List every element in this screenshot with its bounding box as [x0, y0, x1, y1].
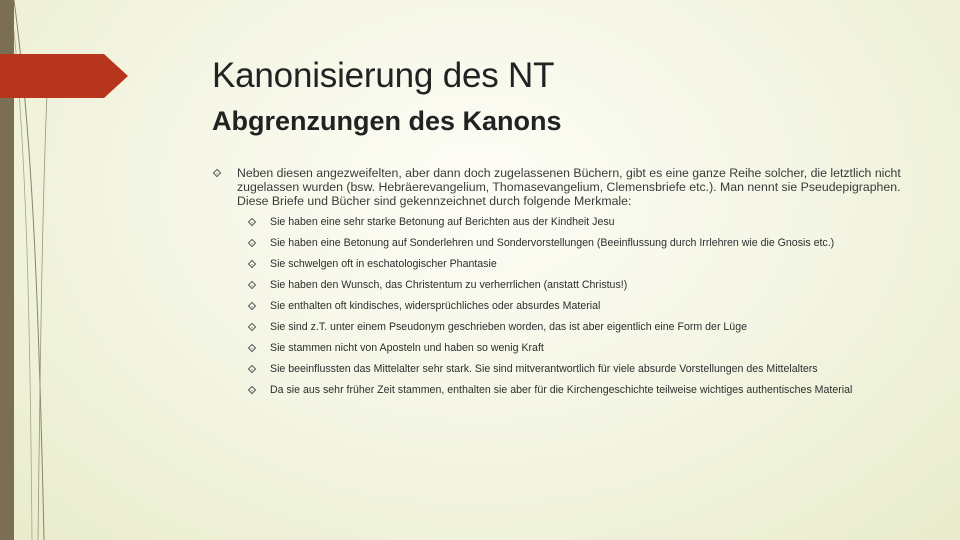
title-accent-tab — [0, 54, 128, 98]
slide-content — [212, 166, 902, 406]
list-item — [212, 322, 902, 333]
diamond-bullet-icon — [248, 365, 256, 373]
sub-bullet-list — [212, 217, 902, 396]
list-item — [212, 217, 902, 228]
main-bullet — [212, 166, 902, 208]
main-bullet-text: Neben diesen angezweifelten, aber dann doch zugelassenen Büchern, gibt es eine ganze Reihe solcher, die letztlich nicht zugelassen wurden (bsw. Hebräerevangelium, Thomasevangelium, Clemensbriefe etc.). Man nennt sie Pseudepigraphen. Diese Briefe und Bücher sind gekennzeichnet durch folgende Merkmale: — [237, 166, 901, 208]
diamond-bullet-icon — [248, 302, 256, 310]
list-item — [212, 238, 902, 249]
sub-bullet-text: Sie stammen nicht von Aposteln und haben so wenig Kraft — [270, 342, 544, 354]
sub-bullet-text: Sie enthalten oft kindisches, widersprüchliches oder absurdes Material — [270, 300, 601, 312]
diamond-bullet-icon — [248, 386, 256, 394]
diamond-bullet-icon — [248, 281, 256, 289]
diamond-bullet-icon — [248, 323, 256, 331]
list-item — [212, 259, 902, 270]
diamond-bullet-icon — [248, 239, 256, 247]
list-item — [212, 364, 902, 375]
sub-bullet-text: Sie haben eine Betonung auf Sonderlehren und Sondervorstellungen (Beeinflussung durch Irrlehren wie die Gnosis etc.) — [270, 237, 835, 249]
sub-bullet-text: Sie haben eine sehr starke Betonung auf Berichten aus der Kindheit Jesu — [270, 216, 615, 228]
slide-title: Kanonisierung des NT — [212, 56, 555, 95]
sub-bullet-text: Sie sind z.T. unter einem Pseudonym geschrieben worden, das ist aber eigentlich eine Form der Lüge — [270, 321, 747, 333]
list-item — [212, 385, 902, 396]
sub-bullet-text: Sie schwelgen oft in eschatologischer Phantasie — [270, 258, 497, 270]
list-item — [212, 280, 902, 291]
diamond-bullet-icon — [213, 169, 221, 177]
list-item — [212, 301, 902, 312]
slide-subtitle: Abgrenzungen des Kanons — [212, 106, 562, 136]
sub-bullet-text: Sie haben den Wunsch, das Christentum zu verherrlichen (anstatt Christus!) — [270, 279, 628, 291]
diamond-bullet-icon — [248, 218, 256, 226]
sub-bullet-text: Sie beeinflussten das Mittelalter sehr stark. Sie sind mitverantwortlich für viele absurde Vorstellungen des Mittelalters — [270, 363, 818, 375]
sub-bullet-text: Da sie aus sehr früher Zeit stammen, enthalten sie aber für die Kirchengeschichte teilweise wichtiges authentisches Material — [270, 384, 853, 396]
diamond-bullet-icon — [248, 344, 256, 352]
diamond-bullet-icon — [248, 260, 256, 268]
list-item — [212, 343, 902, 354]
